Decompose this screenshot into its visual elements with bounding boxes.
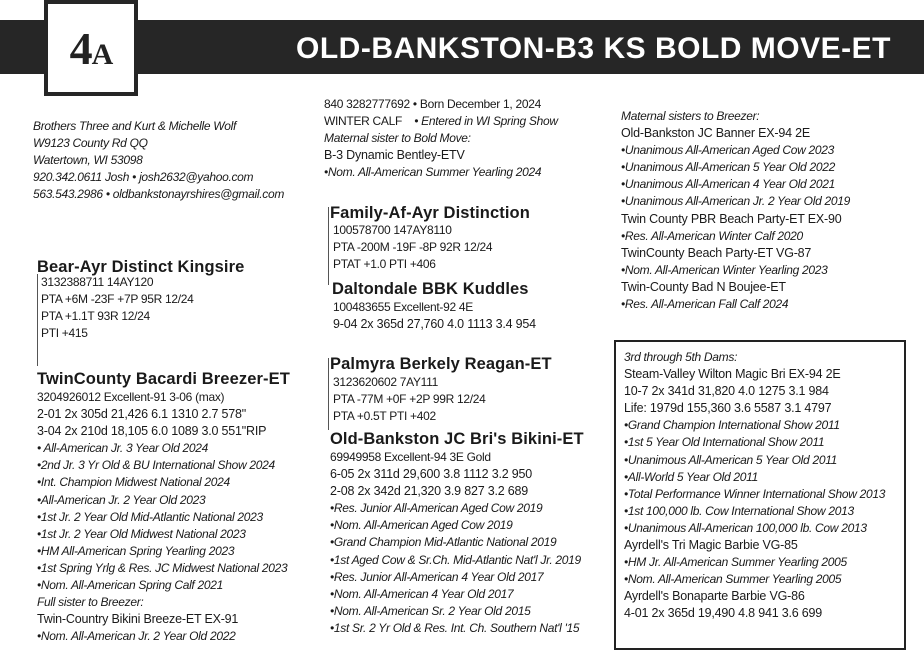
- sister-honor: •Unanimous All-American Aged Cow 2023: [621, 143, 834, 158]
- sire-sire-line: PTA -200M -19F -8P 92R 12/24: [333, 240, 493, 255]
- sire-sire-line: PTAT +1.0 PTI +406: [333, 257, 436, 272]
- dam3-honor: •Grand Champion International Show 2011: [624, 418, 840, 433]
- dam-sire-line: PTA +0.5T PTI +402: [333, 409, 436, 424]
- dam4-name: Ayrdell's Tri Magic Barbie VG-85: [624, 538, 798, 553]
- full-sister-name: Twin-Country Bikini Breeze-ET EX-91: [37, 612, 239, 627]
- dam-dam-honor: •Nom. All-American Aged Cow 2019: [330, 518, 513, 533]
- dam-honor: •Nom. All-American Spring Calf 2021: [37, 578, 224, 593]
- dam-sire-details: [333, 374, 486, 425]
- animal-class: WINTER CALF: [324, 114, 403, 129]
- dam-dam-honor: •Res. Junior All-American 4 Year Old 2017: [330, 569, 544, 584]
- consignor-line: Watertown, WI 53098: [33, 153, 143, 168]
- animal-reg-line: 840 3282777692 • Born December 1, 2024: [324, 97, 541, 111]
- sire-name: Bear-Ayr Distinct Kingsire: [37, 258, 245, 276]
- full-sister-honor: •Nom. All-American Jr. 2 Year Old 2022: [37, 629, 236, 644]
- dams-heading: 3rd through 5th Dams:: [624, 350, 738, 364]
- consignor-line: 920.342.0611 Josh • josh2632@yahoo.com: [33, 170, 254, 185]
- dam-sire-line: 3123620602 7AY111: [333, 375, 439, 389]
- breezer-sisters-heading: Maternal sisters to Breezer:: [621, 109, 760, 123]
- sire-line: 3132388711 14AY120: [41, 275, 154, 289]
- sister-honor: •Unanimous All-American Jr. 2 Year Old 2019: [621, 194, 850, 209]
- sister-honor: •Res. All-American Fall Calf 2024: [621, 297, 789, 312]
- dam3-honor: •1st 100,000 lb. Cow International Show 2013: [624, 503, 854, 518]
- dam-sire-line: PTA -77M +0F +2P 99R 12/24: [333, 392, 486, 407]
- maternal-sister-name: B-3 Dynamic Bentley-ETV: [324, 148, 465, 163]
- dam3-name: Steam-Valley Wilton Magic Bri EX-94 2E: [624, 367, 841, 382]
- dam3-honor: •Unanimous All-American 100,000 lb. Cow 2013: [624, 520, 867, 535]
- sire-sire-name: Family-Af-Ayr Distinction: [330, 204, 530, 222]
- dam-dam-name: Old-Bankston JC Bri's Bikini-ET: [330, 430, 584, 448]
- sister-honor: •Unanimous All-American 5 Year Old 2022: [621, 160, 835, 175]
- dam-dam-honor: •1st Aged Cow & Sr.Ch. Mid-Atlantic Nat'l Jr. 2019: [330, 552, 581, 567]
- dam-dam-honor: •Nom. All-American Sr. 2 Year Old 2015: [330, 603, 531, 618]
- sister-honor: •Res. All-American Winter Calf 2020: [621, 228, 803, 243]
- dam-dam-record: 6-05 2x 311d 29,600 3.8 1112 3.2 950: [330, 467, 533, 482]
- lot-number: 4A: [69, 22, 113, 74]
- consignor-line: W9123 County Rd QQ: [33, 136, 148, 151]
- dam-sire-rule: [328, 358, 332, 430]
- full-sister-heading: Full sister to Breezer:: [37, 595, 144, 610]
- dam4-honor: •HM Jr. All-American Summer Yearling 2005: [624, 555, 847, 570]
- lot-number-box: [44, 0, 138, 96]
- dam-dam-honor: •Nom. All-American 4 Year Old 2017: [330, 586, 514, 601]
- consignor-line: Brothers Three and Kurt & Michelle Wolf: [33, 119, 237, 133]
- dam-line: 3204926012 Excellent-91 3-06 (max): [37, 390, 225, 404]
- sister-name: Twin-County Bad N Boujee-ET: [621, 279, 786, 294]
- sire-dam-line: 100483655 Excellent-92 4E: [333, 300, 473, 314]
- dam-section: [37, 369, 290, 645]
- dam5-name: Ayrdell's Bonaparte Barbie VG-86: [624, 589, 805, 604]
- sire-sire-details: [333, 222, 492, 273]
- animal-title: OLD-BANKSTON-B3 KS BOLD MOVE-ET: [296, 32, 891, 65]
- sire-dam-record: 9-04 2x 365d 27,760 4.0 1113 3.4 954: [333, 317, 536, 332]
- dam-honor: •1st Spring Yrlg & Res. JC Midwest National 2023: [37, 560, 288, 575]
- dam-honor: •All-American Jr. 2 Year Old 2023: [37, 492, 206, 507]
- sire-line: PTA +6M -23F +7P 95R 12/24: [41, 292, 194, 307]
- sire-dam-name: Daltondale BBK Kuddles: [332, 280, 529, 298]
- dam3-honor: •All-World 5 Year Old 2011: [624, 469, 759, 484]
- sire-sire-section: [330, 203, 530, 223]
- dam-record: 2-01 2x 305d 21,426 6.1 1310 2.7 578": [37, 407, 247, 422]
- sire-dam-section: [332, 279, 536, 333]
- dam-dam-honor: •1st Sr. 2 Yr Old & Res. Int. Ch. Southern Nat'l '15: [330, 620, 580, 635]
- sister-name: TwinCounty Beach Party-ET VG-87: [621, 245, 812, 260]
- sire-sire-line: 100578700 147AY8110: [333, 223, 452, 237]
- dam-honor: • All-American Jr. 3 Year Old 2024: [37, 441, 208, 456]
- sister-honor: •Nom. All-American Winter Yearling 2023: [621, 262, 828, 277]
- sire-line: PTI +415: [41, 326, 88, 341]
- dam-sire-name: Palmyra Berkely Reagan-ET: [330, 355, 552, 373]
- maternal-sister-honor: •Nom. All-American Summer Yearling 2024: [324, 165, 542, 180]
- animal-entered: • Entered in WI Spring Show: [414, 114, 558, 129]
- dam-honor: •1st Jr. 2 Year Old Midwest National 2023: [37, 526, 246, 541]
- dam-dam-line: 69949958 Excellent-94 3E Gold: [330, 450, 491, 464]
- dam-honor: •HM All-American Spring Yearling 2023: [37, 543, 235, 558]
- sire-sire-rule: [328, 207, 332, 285]
- dam-dam-section: [330, 429, 584, 637]
- consignor-line: 563.543.2986 • oldbankstonayrshires@gmail.com: [33, 187, 285, 202]
- animal-info: [324, 96, 558, 181]
- dams-box: [614, 340, 906, 650]
- consignor-info: [33, 118, 284, 203]
- dam3-honor: •Total Performance Winner International Show 2013: [624, 486, 886, 501]
- dam-dam-honor: •Grand Champion Mid-Atlantic National 2019: [330, 535, 557, 550]
- dam-honor: •2nd Jr. 3 Yr Old & BU International Show 2024: [37, 458, 275, 473]
- dam-honor: •1st Jr. 2 Year Old Mid-Atlantic National 2023: [37, 509, 263, 524]
- breezer-sisters-section: [621, 108, 850, 313]
- dam-name: TwinCounty Bacardi Breezer-ET: [37, 370, 290, 388]
- dam-dam-record: 2-08 2x 342d 21,320 3.9 827 3.2 689: [330, 484, 529, 499]
- sire-line: PTA +1.1T 93R 12/24: [41, 309, 150, 324]
- dam3-honor: •Unanimous All-American 5 Year Old 2011: [624, 452, 838, 467]
- dam3-record: 10-7 2x 341d 31,820 4.0 1275 3.1 984: [624, 384, 829, 399]
- sister-honor: •Unanimous All-American 4 Year Old 2021: [621, 177, 835, 192]
- dam-honor: •Int. Champion Midwest National 2024: [37, 475, 230, 490]
- dam-record: 3-04 2x 210d 18,105 6.0 1089 3.0 551"RIP: [37, 424, 267, 439]
- dam5-record: 4-01 2x 365d 19,490 4.8 941 3.6 699: [624, 606, 823, 621]
- animal-class-line: [324, 113, 558, 130]
- dam3-lifetime: Life: 1979d 155,360 3.6 5587 3.1 4797: [624, 401, 832, 416]
- dam3-honor: •1st 5 Year Old International Show 2011: [624, 435, 825, 450]
- dam4-honor: •Nom. All-American Summer Yearling 2005: [624, 572, 842, 587]
- dam-dam-honor: •Res. Junior All-American Aged Cow 2019: [330, 501, 543, 516]
- sister-name: Old-Bankston JC Banner EX-94 2E: [621, 126, 811, 141]
- dam-sire-section: [330, 354, 552, 374]
- sire-details: [37, 274, 194, 366]
- maternal-sister-heading: Maternal sister to Bold Move:: [324, 131, 471, 146]
- sister-name: Twin County PBR Beach Party-ET EX-90: [621, 211, 842, 226]
